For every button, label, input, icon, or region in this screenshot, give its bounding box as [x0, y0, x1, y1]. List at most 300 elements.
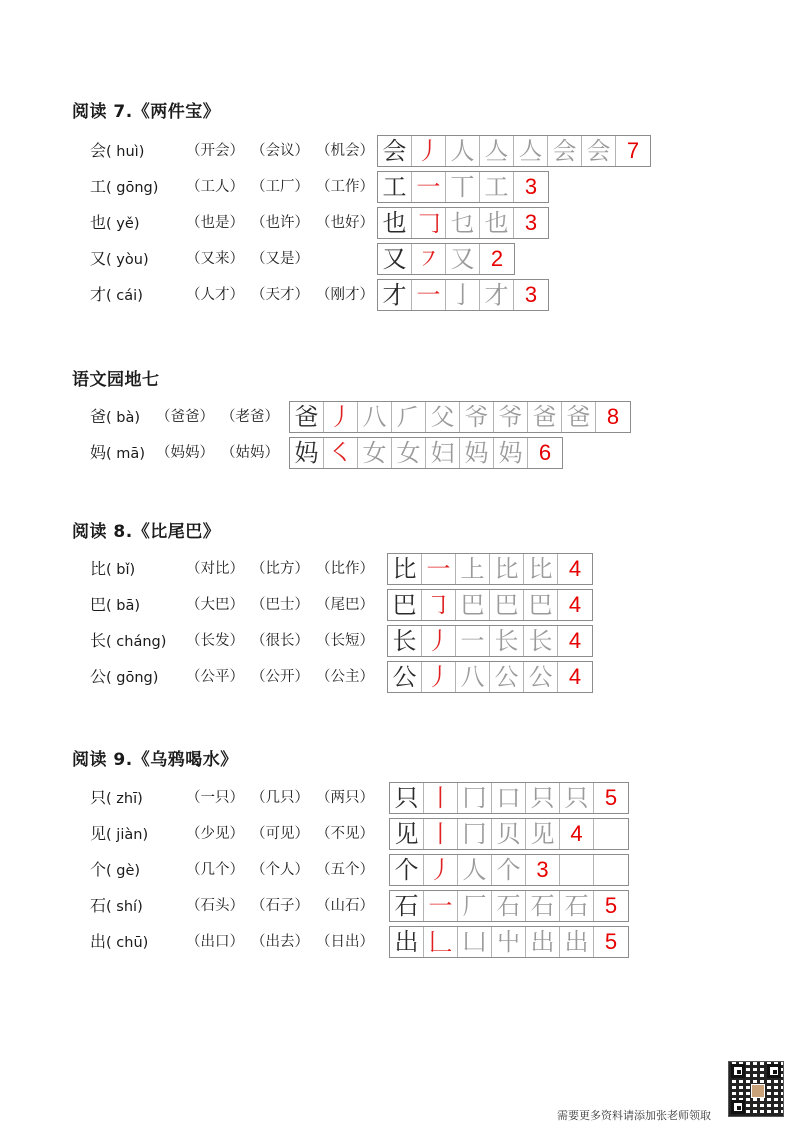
- vocab-word: （石头）: [186, 898, 244, 914]
- stroke-glyph: 爷: [498, 403, 523, 431]
- vocab-word: （日出）: [316, 934, 374, 950]
- vocab-row: [90, 925, 387, 959]
- stroke-count: 5: [604, 929, 618, 954]
- pinyin: cái: [116, 288, 138, 304]
- stroke-glyph: 出: [564, 928, 589, 956]
- stroke-glyph: 只: [564, 784, 589, 812]
- model-character-cell: [390, 783, 424, 813]
- stroke-order-grid: [387, 661, 593, 693]
- model-character-cell: [378, 136, 412, 166]
- vocab-row: [90, 853, 387, 887]
- stroke-count: 3: [524, 174, 538, 199]
- stroke-step-cell: [528, 402, 562, 432]
- stroke-glyph: 八: [460, 663, 485, 691]
- pinyin: bǐ: [116, 562, 130, 578]
- paren-open: (: [106, 863, 117, 879]
- vocab-word: （又来）: [186, 251, 244, 267]
- vocab-word: （长短）: [316, 633, 374, 649]
- stroke-glyph: 爸: [566, 403, 591, 431]
- vocab-char: 爸: [90, 407, 107, 426]
- stroke-glyph: 妈: [294, 439, 319, 467]
- paren-close: ): [160, 634, 167, 650]
- vocab-row: [90, 400, 287, 434]
- model-character-cell: [390, 927, 424, 957]
- vocab-word: （石子）: [251, 898, 309, 914]
- pinyin: zhī: [116, 791, 138, 807]
- stroke-glyph: 见: [394, 820, 419, 848]
- stroke-step-cell: [514, 136, 548, 166]
- stroke-step-cell: [358, 438, 392, 468]
- paren-close: ): [134, 598, 141, 614]
- paren-close: ): [134, 863, 141, 879]
- vocab-word: （人才）: [186, 287, 244, 303]
- vocab-word: （几只）: [251, 790, 309, 806]
- vocab-row: [90, 817, 387, 851]
- stroke-step-cell: [560, 891, 594, 921]
- stroke-glyph: 会: [552, 137, 577, 165]
- stroke-glyph: 爸: [532, 403, 557, 431]
- paren-close: ): [137, 791, 143, 807]
- stroke-step-cell: [524, 554, 558, 584]
- paren-close: ): [142, 935, 149, 951]
- stroke-step-cell: [526, 819, 560, 849]
- paren-open: (: [106, 410, 117, 426]
- stroke-step-cell: [582, 136, 616, 166]
- stroke-count: 3: [524, 282, 538, 307]
- stroke-glyph: 𠃊: [428, 928, 453, 956]
- stroke-glyph: 一: [416, 173, 441, 201]
- stroke-order-grid: [377, 135, 651, 167]
- char-pinyin: [90, 141, 145, 160]
- stroke-glyph: 丿: [426, 663, 451, 691]
- stroke-order-grid: [289, 401, 631, 433]
- stroke-glyph: 贝: [496, 820, 521, 848]
- stroke-glyph: 又: [450, 245, 475, 273]
- model-character-cell: [378, 280, 412, 310]
- stroke-step-cell: [480, 208, 514, 238]
- stroke-glyph: 一: [426, 555, 451, 583]
- section-title: 阅读 8.《比尾巴》: [72, 522, 221, 542]
- vocab-word: （开会）: [186, 143, 244, 159]
- stroke-count: 4: [568, 592, 582, 617]
- paren-close: ): [133, 216, 140, 232]
- stroke-step-cell: [460, 438, 494, 468]
- stroke-step-cell: [426, 402, 460, 432]
- model-character-cell: [378, 244, 412, 274]
- vocab-word: （一只）: [186, 790, 244, 806]
- model-character-cell: [290, 438, 324, 468]
- vocab-word: （不见）: [316, 826, 374, 842]
- vocab-char: 公: [90, 667, 107, 686]
- stroke-glyph: 会: [586, 137, 611, 165]
- vocab-char: 石: [90, 896, 107, 915]
- stroke-step-cell: [412, 172, 446, 202]
- vocab-word: （会议）: [251, 143, 309, 159]
- model-character-cell: [388, 662, 422, 692]
- stroke-step-cell: [422, 554, 456, 584]
- stroke-glyph: 丨: [428, 784, 453, 812]
- paren-open: (: [106, 562, 117, 578]
- vocab-word: （尾巴）: [316, 597, 374, 613]
- char-pinyin: [90, 860, 141, 879]
- stroke-glyph: 见: [530, 820, 555, 848]
- stroke-glyph: 𠃌: [416, 209, 441, 237]
- stroke-glyph: 人: [450, 137, 475, 165]
- stroke-glyph: 丿: [416, 137, 441, 165]
- vocab-row: [90, 242, 375, 276]
- paren-open: (: [106, 446, 117, 462]
- stroke-glyph: 女: [362, 439, 387, 467]
- stroke-order-grid: [387, 625, 593, 657]
- stroke-order-grid: [387, 589, 593, 621]
- stroke-count: 4: [568, 664, 582, 689]
- stroke-step-cell: [358, 402, 392, 432]
- stroke-glyph: 一: [428, 892, 453, 920]
- vocab-row: [90, 170, 375, 204]
- stroke-glyph: 丿: [428, 856, 453, 884]
- vocab-word: （老爸）: [221, 409, 279, 425]
- vocab-word: （公开）: [251, 669, 309, 685]
- vocab-row: [90, 552, 385, 586]
- stroke-step-cell: [480, 280, 514, 310]
- paren-open: (: [106, 598, 117, 614]
- stroke-step-cell: [480, 172, 514, 202]
- char-pinyin: [90, 824, 149, 843]
- stroke-glyph: 巴: [460, 591, 485, 619]
- stroke-glyph: ㇇: [416, 245, 441, 273]
- vocab-word: （山石）: [316, 898, 374, 914]
- stroke-glyph: 才: [382, 281, 407, 309]
- char-pinyin: [90, 213, 140, 232]
- vocab-row: [90, 624, 385, 658]
- stroke-glyph: 个: [394, 856, 419, 884]
- vocab-word: （爸爸）: [156, 409, 214, 425]
- stroke-step-cell: [458, 819, 492, 849]
- vocab-row: [90, 134, 375, 168]
- stroke-step-cell: [426, 438, 460, 468]
- char-pinyin: [90, 407, 141, 426]
- paren-open: (: [106, 935, 117, 951]
- stroke-step-cell: [526, 927, 560, 957]
- vocab-word: （可见）: [251, 826, 309, 842]
- stroke-order-grid: [289, 437, 563, 469]
- stroke-order-grid: [389, 926, 629, 958]
- stroke-glyph: 公: [494, 663, 519, 691]
- vocab-row: [90, 588, 385, 622]
- stroke-step-cell: [494, 402, 528, 432]
- paren-close: ): [142, 252, 149, 268]
- vocab-word: （也许）: [251, 215, 309, 231]
- stroke-glyph: 比: [528, 555, 553, 583]
- section-title: 阅读 9.《乌鸦喝水》: [72, 750, 238, 770]
- vocab-word: （工作）: [316, 179, 374, 195]
- stroke-glyph: 比: [494, 555, 519, 583]
- vocab-row: [90, 436, 287, 470]
- pinyin: huì: [116, 144, 139, 160]
- vocab-char: 又: [90, 249, 107, 268]
- stroke-step-cell: [492, 819, 526, 849]
- stroke-glyph: 比: [392, 555, 417, 583]
- stroke-glyph: 长: [494, 627, 519, 655]
- stroke-glyph: ㇛: [328, 439, 353, 467]
- pinyin: yòu: [116, 252, 143, 268]
- stroke-step-cell: [562, 402, 596, 432]
- vocab-word: （几个）: [186, 862, 244, 878]
- blank-cell: [560, 855, 594, 885]
- vocab-char: 工: [90, 177, 107, 196]
- vocab-word: （比方）: [251, 561, 309, 577]
- vocab-word: （出口）: [186, 934, 244, 950]
- stroke-glyph: 亼: [518, 137, 543, 165]
- paren-open: (: [106, 252, 117, 268]
- stroke-step-cell: [560, 927, 594, 957]
- vocab-word: （公主）: [316, 669, 374, 685]
- section-title: 语文园地七: [72, 370, 160, 390]
- stroke-count: 4: [568, 628, 582, 653]
- stroke-step-cell: [526, 891, 560, 921]
- paren-close: ): [137, 288, 143, 304]
- stroke-step-cell: [412, 136, 446, 166]
- char-pinyin: [90, 896, 143, 915]
- stroke-count: 5: [604, 785, 618, 810]
- stroke-step-cell: [446, 208, 480, 238]
- stroke-step-cell: [456, 626, 490, 656]
- stroke-step-cell: [490, 590, 524, 620]
- stroke-glyph: 只: [530, 784, 555, 812]
- stroke-step-cell: [424, 783, 458, 813]
- char-pinyin: [90, 595, 141, 614]
- vocab-char: 妈: [90, 443, 107, 462]
- stroke-step-cell: [524, 590, 558, 620]
- stroke-glyph: 一: [416, 281, 441, 309]
- model-character-cell: [290, 402, 324, 432]
- vocab-row: [90, 278, 375, 312]
- vocab-char: 也: [90, 213, 107, 232]
- stroke-order-grid: [389, 782, 629, 814]
- stroke-glyph: 凵: [462, 928, 487, 956]
- paren-open: (: [106, 216, 117, 232]
- stroke-glyph: 才: [484, 281, 509, 309]
- stroke-order-grid: [389, 890, 629, 922]
- stroke-glyph: 口: [496, 784, 521, 812]
- vocab-word: （工厂）: [251, 179, 309, 195]
- blank-cell: [594, 855, 628, 885]
- stroke-step-cell: [412, 244, 446, 274]
- stroke-step-cell: [458, 891, 492, 921]
- stroke-step-cell: [324, 402, 358, 432]
- char-pinyin: [90, 177, 159, 196]
- stroke-glyph: ⺁: [396, 403, 421, 431]
- stroke-glyph: 厂: [462, 892, 487, 920]
- paren-close: ): [142, 827, 149, 843]
- stroke-glyph: 人: [462, 856, 487, 884]
- stroke-step-cell: [412, 208, 446, 238]
- stroke-glyph: 石: [394, 892, 419, 920]
- vocab-row: [90, 781, 387, 815]
- char-pinyin: [90, 631, 167, 650]
- stroke-glyph: 爷: [464, 403, 489, 431]
- stroke-step-cell: [560, 783, 594, 813]
- stroke-order-grid: [389, 818, 629, 850]
- vocab-word: （巴士）: [251, 597, 309, 613]
- stroke-glyph: 丅: [450, 173, 475, 201]
- stroke-step-cell: [424, 855, 458, 885]
- stroke-glyph: 妈: [498, 439, 523, 467]
- vocab-word: （大巴）: [186, 597, 244, 613]
- stroke-glyph: 出: [394, 928, 419, 956]
- char-pinyin: [90, 285, 143, 304]
- stroke-order-grid: [387, 553, 593, 585]
- vocab-char: 长: [90, 631, 107, 650]
- vocab-row: [90, 889, 387, 923]
- stroke-step-cell: [456, 590, 490, 620]
- stroke-order-grid: [377, 207, 549, 239]
- stroke-glyph: 上: [460, 555, 485, 583]
- paren-open: (: [106, 180, 117, 196]
- stroke-glyph: 妈: [464, 439, 489, 467]
- stroke-count: 3: [526, 855, 560, 885]
- stroke-step-cell: [324, 438, 358, 468]
- model-character-cell: [388, 554, 422, 584]
- stroke-glyph: 丿: [426, 627, 451, 655]
- paren-open: (: [106, 791, 117, 807]
- vocab-char: 出: [90, 932, 107, 951]
- vocab-word: （出去）: [251, 934, 309, 950]
- stroke-step-cell: [412, 280, 446, 310]
- stroke-glyph: 爸: [294, 403, 319, 431]
- paren-open: (: [106, 144, 117, 160]
- paren-close: ): [129, 562, 136, 578]
- stroke-glyph: 巴: [392, 591, 417, 619]
- stroke-glyph: 女: [396, 439, 421, 467]
- stroke-count: 3: [524, 210, 538, 235]
- stroke-glyph: 公: [392, 663, 417, 691]
- char-pinyin: [90, 667, 159, 686]
- vocab-word: （很长）: [251, 633, 309, 649]
- stroke-glyph: 丨: [428, 820, 453, 848]
- vocab-char: 个: [90, 860, 107, 879]
- paren-open: (: [106, 899, 117, 915]
- stroke-step-cell: [548, 136, 582, 166]
- pinyin: bā: [116, 598, 135, 614]
- pinyin: bà: [116, 410, 135, 426]
- stroke-step-cell: [392, 438, 426, 468]
- stroke-step-cell: [446, 136, 480, 166]
- stroke-glyph: 长: [528, 627, 553, 655]
- pinyin: yě: [116, 216, 134, 232]
- stroke-step-cell: [422, 662, 456, 692]
- stroke-count: 7: [626, 138, 640, 163]
- vocab-word: （姑妈）: [221, 445, 279, 461]
- stroke-step-cell: [458, 783, 492, 813]
- section-title: 阅读 7.《两件宝》: [72, 102, 221, 122]
- stroke-glyph: ㇆: [426, 591, 451, 619]
- stroke-step-cell: [490, 554, 524, 584]
- char-pinyin: [90, 559, 136, 578]
- vocab-char: 才: [90, 285, 107, 304]
- vocab-word: （个人）: [251, 862, 309, 878]
- pinyin: cháng: [116, 634, 161, 650]
- stroke-step-cell: [524, 626, 558, 656]
- stroke-step-cell: [492, 891, 526, 921]
- stroke-step-cell: [458, 855, 492, 885]
- vocab-word: （刚才）: [316, 287, 374, 303]
- paren-close: ): [139, 446, 145, 462]
- stroke-step-cell: [392, 402, 426, 432]
- paren-close: ): [152, 180, 159, 196]
- paren-open: (: [106, 670, 117, 686]
- stroke-step-cell: [460, 402, 494, 432]
- stroke-glyph: 冂: [462, 820, 487, 848]
- vocab-row: [90, 660, 385, 694]
- paren-open: (: [106, 827, 117, 843]
- char-pinyin: [90, 932, 149, 951]
- footer-note: 需要更多资料请添加张老师领取: [557, 1109, 711, 1122]
- stroke-step-cell: [480, 136, 514, 166]
- stroke-glyph: 石: [496, 892, 521, 920]
- vocab-char: 巴: [90, 595, 107, 614]
- stroke-glyph: 丿: [328, 403, 353, 431]
- stroke-order-grid: [377, 279, 549, 311]
- stroke-step-cell: [524, 662, 558, 692]
- pinyin: gōng: [116, 670, 153, 686]
- stroke-glyph: 也: [484, 209, 509, 237]
- stroke-step-cell: [490, 626, 524, 656]
- stroke-step-cell: [494, 438, 528, 468]
- model-character-cell: [388, 590, 422, 620]
- vocab-word: （天才）: [251, 287, 309, 303]
- stroke-step-cell: [446, 280, 480, 310]
- stroke-count: 4: [560, 819, 594, 849]
- pinyin: chū: [116, 935, 143, 951]
- qr-code-icon: [728, 1061, 784, 1117]
- stroke-glyph: 一: [460, 627, 485, 655]
- stroke-step-cell: [424, 819, 458, 849]
- stroke-step-cell: [424, 927, 458, 957]
- paren-open: (: [106, 634, 117, 650]
- stroke-step-cell: [458, 927, 492, 957]
- vocab-word: （也好）: [316, 215, 374, 231]
- paren-open: (: [106, 288, 117, 304]
- char-pinyin: [90, 443, 145, 462]
- stroke-glyph: 长: [392, 627, 417, 655]
- vocab-word: （公平）: [186, 669, 244, 685]
- stroke-glyph: 乜: [450, 209, 475, 237]
- stroke-glyph: 会: [382, 137, 407, 165]
- stroke-glyph: 父: [430, 403, 455, 431]
- stroke-step-cell: [492, 855, 526, 885]
- pinyin: gè: [116, 863, 135, 879]
- stroke-step-cell: [422, 626, 456, 656]
- stroke-glyph: 工: [484, 173, 509, 201]
- stroke-step-cell: [490, 662, 524, 692]
- stroke-step-cell: [492, 783, 526, 813]
- paren-close: ): [134, 410, 141, 426]
- stroke-glyph: 工: [382, 173, 407, 201]
- stroke-step-cell: [526, 783, 560, 813]
- model-character-cell: [390, 891, 424, 921]
- paren-close: ): [137, 899, 143, 915]
- vocab-word: （长发）: [186, 633, 244, 649]
- stroke-glyph: 石: [564, 892, 589, 920]
- stroke-glyph: 亅: [450, 281, 475, 309]
- model-character-cell: [378, 208, 412, 238]
- stroke-glyph: 石: [530, 892, 555, 920]
- stroke-count: 8: [606, 404, 620, 429]
- stroke-step-cell: [456, 662, 490, 692]
- stroke-step-cell: [424, 891, 458, 921]
- stroke-glyph: 妇: [430, 439, 455, 467]
